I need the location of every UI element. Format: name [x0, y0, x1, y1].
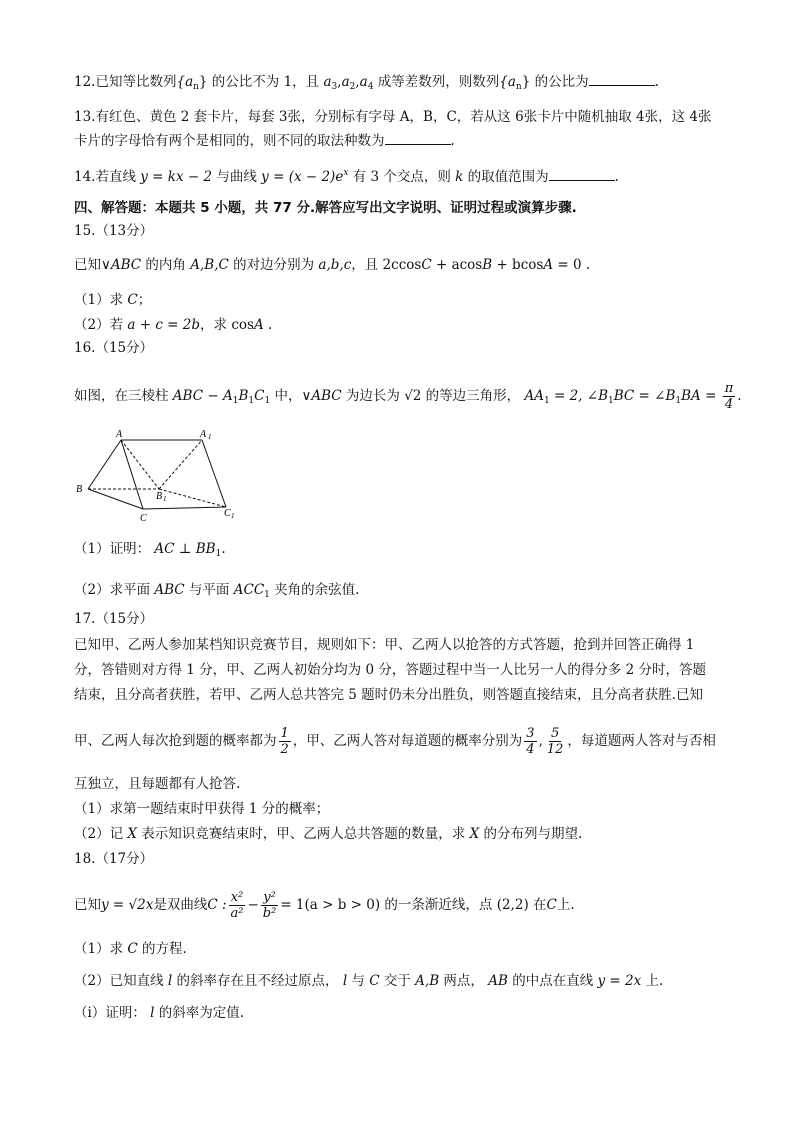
q16-part-1: （1）证明： AC ⊥ $BB_1$.	[74, 541, 226, 559]
q16-t5: 中，∨	[270, 388, 312, 404]
q17-line-2: 分，答错则对方得 1 分，甲、乙两人初始分均为 0 分，答题过程中当一人比另一人的得分多 2 分时，答题	[74, 662, 707, 678]
q15-p1-t3: ；	[137, 292, 152, 308]
frac-den: 2	[280, 741, 289, 757]
q18-p3-t2: l	[150, 1005, 155, 1021]
q12-term-a3: a	[323, 74, 332, 90]
q12-answer-blank[interactable]	[589, 73, 655, 86]
frac-x2-a2	[229, 890, 246, 921]
q15-t7: ，且 2ccos	[351, 257, 422, 273]
q15-header: 15.（13分）	[74, 223, 154, 239]
q16-t6: ABC	[311, 388, 342, 404]
q16-t4: C	[254, 388, 265, 404]
q18-p2-t6: C	[369, 973, 380, 989]
q15-t1: 已知∨	[74, 257, 111, 273]
q15-t8: C	[421, 257, 432, 273]
q17-part-2	[74, 825, 582, 843]
frac-num: π	[724, 381, 734, 396]
frac-den: b²	[262, 905, 277, 921]
q12-sequence: {a	[176, 74, 194, 90]
label-C1-sub: 1	[231, 512, 235, 520]
q15-part-2	[74, 316, 272, 334]
q13-line-1: 13.有红色、黄色 2 套卡片，每套 3张，分别标有字母 A，B，C，若从这 6张卡片中随机抽取 4张，这 4张	[74, 109, 712, 125]
q18-p3-t1: （i）证明：	[74, 1005, 151, 1021]
q18-t5: = 1(a > b > 0) 的一条渐近线，点 (2,2) 在	[280, 897, 547, 913]
q15-p2-t3: ，求 cos	[200, 317, 254, 333]
q14-line: 14.若直线 y = kx − 2 与曲线 $y = (x - 2)e^x$ 有 3 个交点，则 k 的取值范围为 .	[74, 168, 619, 185]
q18-p2-t13: 上.	[641, 973, 664, 989]
q16-p1-t1: （1）证明：	[74, 541, 155, 557]
label-A1: A	[200, 429, 207, 440]
q14-text-2: 与曲线	[212, 169, 262, 185]
edge-B1C1	[159, 489, 226, 507]
frac-three-fourths	[524, 726, 536, 757]
q14-line-eq: y = kx − 2	[140, 169, 213, 185]
q16-t1: 如图，在三棱柱	[74, 388, 173, 404]
label-A1-sub: 1	[208, 433, 212, 441]
frac-num: 1	[280, 725, 289, 741]
q12-text-4: 的公比为	[530, 74, 589, 90]
q16-p2-t1: （2）求平面	[74, 582, 155, 598]
q18-t3: 是双曲线	[153, 897, 208, 913]
q12-line: 12.已知等比数列$\{a_n\}$ 的公比不为 1，且 $a_3,a_2,a_4$ 成等差数列，则数列$\{a_n\}$ 的公比为 .	[74, 74, 659, 92]
q17-p2-t4: X	[469, 826, 480, 842]
q15-t6: a,b,c	[318, 257, 352, 273]
q17-l4-t1: 甲、乙两人每次抢到题的概率都为	[74, 733, 277, 749]
frac-den: 4	[526, 741, 535, 757]
q18-part-2	[74, 972, 663, 990]
frac-five-twelfths	[545, 726, 566, 757]
q18-p1-t1: （1）求	[74, 941, 128, 957]
q17-l4-t3: ，每道题两人答对与否相	[567, 733, 716, 749]
q16-t2: ABC − A	[172, 388, 233, 404]
q18-t1: 已知	[74, 897, 101, 913]
q18-p2-t9: 两点，	[439, 973, 489, 989]
q13-answer-blank[interactable]	[385, 132, 451, 145]
frac-num: 5	[550, 725, 560, 741]
q15-p2-t1: （2）若	[74, 317, 128, 333]
edge-AC	[121, 440, 143, 509]
q12-text-2: } 的公比不为 1，且	[198, 74, 324, 90]
q15-p2-t5: .	[263, 317, 273, 333]
q18-part-2-i	[74, 1004, 244, 1022]
frac-num: 3	[526, 725, 535, 741]
q15-t2: ABC	[110, 257, 142, 273]
q15-t9: + acos	[431, 257, 483, 273]
q16-t3: B	[238, 388, 249, 404]
q18-minus: −	[247, 897, 259, 913]
q16-p2-t2: ABC	[154, 582, 185, 598]
q15-part-1	[74, 291, 151, 309]
section-4-heading: 四、解答题：本题共 5 小题，共 77 分.解答应写出文字说明、证明过程或演算步骤.	[74, 200, 577, 216]
q18-p2-t5: 与	[347, 973, 370, 989]
q18-p2-t11: 的中点在直线	[507, 973, 598, 989]
q12-text-3: 成等差数列，则数列	[373, 74, 500, 90]
q13-line-2	[74, 132, 455, 150]
q18-p2-t3: 的斜率存在且不经过原点，	[172, 973, 343, 989]
q15-p2-t4: A	[253, 317, 264, 333]
q17-p2-t1: （2）记	[74, 826, 128, 842]
q18-p2-t10: AB	[488, 973, 508, 989]
q15-p1-t2: C	[127, 292, 138, 308]
frac-den: 4	[724, 397, 734, 412]
q16-stem: 如图，在三棱柱 ABC − $A_1B_1C_1$ 中，∨ABC 为边长为 √2 的等边三角形， $AA_1 = 2$, $\angle B_1BC$ = $\angle B_1BA$ = $\frac{\pi}{4}$ .	[74, 381, 742, 412]
q16-dot: .	[737, 388, 742, 404]
edge-CC1	[143, 507, 226, 509]
q18-p2-t2: l	[167, 973, 173, 989]
label-C: C	[140, 513, 147, 524]
q17-line-5: 互独立，且每题都有人抢答.	[74, 776, 241, 792]
q14-curve-eq: y = (x − 2)e	[261, 169, 344, 185]
frac-den: 12	[546, 741, 564, 757]
q14-answer-blank[interactable]	[549, 168, 615, 181]
q16-p2-t4: ACC	[233, 582, 265, 598]
q17-part-1: （1）求第一题结束时甲获得 1 分的概率；	[74, 801, 330, 817]
q14-text: 14.若直线	[74, 169, 141, 185]
q16-t9: = 2, ∠B	[549, 388, 609, 404]
q18-p1-t3: 的方程.	[137, 941, 187, 957]
q13-end: .	[450, 133, 455, 149]
frac-y2-b2	[261, 890, 279, 921]
q18-p2-t12: y = 2x	[597, 973, 642, 989]
q15-t12: A	[543, 257, 554, 273]
frac-num: x²	[230, 889, 244, 905]
q18-p2-t7: 交于	[379, 973, 416, 989]
pi-over-4	[723, 381, 736, 412]
q14-end: .	[614, 169, 619, 185]
q15-t10: B	[482, 257, 493, 273]
q17-line-1: 已知甲、乙两人参加某档知识竞赛节目，规则如下：甲、乙两人以抢答的方式答题，抢到并回答正确得 1	[74, 637, 695, 653]
label-B1-sub: 1	[163, 495, 167, 503]
q18-p2-t8: A,B	[415, 973, 440, 989]
q17-line-3: 结束，且分高者获胜，若甲、乙两人总共答完 5 题时仍未分出胜负，则答题直接结束，且分高者获胜.已知	[74, 687, 703, 703]
label-C1: C	[224, 508, 231, 519]
q14-text-3: 有 3 个交点，则	[348, 169, 456, 185]
q15-t13: = 0 .	[553, 257, 591, 273]
q16-p2-t3: 与平面	[184, 582, 234, 598]
q18-stem	[74, 885, 575, 925]
q18-t2: y = √2x	[101, 897, 154, 913]
q16-t7: 为边长为 √2 的等边三角形，	[341, 388, 525, 404]
q18-p3-t3: 的斜率为定值.	[154, 1005, 245, 1021]
q17-line-4: 甲、乙两人每次抢到题的概率都为 $\frac{1}{2}$ ，甲、乙两人答对每道题的概率分别为 $\frac{3}{4}$ , $\frac{5}{12}$ ，每道题两人答对与否相	[74, 725, 716, 757]
q18-p2-t4: l	[342, 973, 348, 989]
q15-p1-t1: （1）求	[74, 292, 128, 308]
q15-stem	[74, 256, 590, 274]
q16-t11: BA =	[681, 388, 721, 404]
q16-p2-t5: 夹角的余弦值.	[269, 582, 360, 598]
q17-p2-t3: 表示知识竞赛结束时，甲、乙两人总共答题的数量，求	[137, 826, 470, 842]
q14-k: k	[455, 169, 464, 185]
label-B1: B	[156, 491, 163, 502]
q16-part-2: （2）求平面 ABC 与平面 $ACC_1$ 夹角的余弦值.	[74, 582, 360, 600]
frac-den: a²	[230, 905, 244, 921]
edge-B1A1	[159, 440, 202, 489]
q18-t6: C	[546, 897, 557, 913]
label-B: B	[76, 484, 83, 495]
q16-p1-t3: .	[221, 541, 226, 557]
q18-p1-t2: C	[127, 941, 138, 957]
frac-num: y²	[263, 889, 276, 905]
q12-end: .	[654, 74, 659, 90]
q18-p2-t1: （2）已知直线	[74, 973, 168, 989]
q15-t5: 的对边分别为	[228, 257, 319, 273]
edge-AB1	[121, 440, 159, 489]
q17-l4-t2: ，甲、乙两人答对每道题的概率分别为	[292, 733, 523, 749]
q13-text: 卡片的字母恰有两个是相同的，则不同的取法种数为	[74, 133, 385, 149]
edge-BC	[88, 489, 143, 509]
q18-t7: 上.	[556, 897, 575, 913]
q16-p1-t2: AC ⊥ BB	[154, 541, 216, 557]
q18-header: 18.（17分）	[74, 851, 154, 867]
q15-p2-t2: a + c = 2b	[127, 317, 201, 333]
frac-one-half	[279, 726, 291, 757]
label-A: A	[116, 429, 123, 440]
q16-t8: AA	[524, 388, 544, 404]
q14-text-4: 的取值范围为	[463, 169, 549, 185]
q17-p2-t5: 的分布列与期望.	[479, 826, 583, 842]
q18-t4: C :	[207, 897, 227, 913]
q17-p2-t2: X	[127, 826, 138, 842]
prism-figure	[70, 420, 245, 525]
q12-text: 12.已知等比数列	[74, 74, 177, 90]
q18-part-1	[74, 940, 187, 958]
q16-header: 16.（15分）	[74, 340, 154, 356]
q15-t4: A,B,C	[190, 257, 229, 273]
q15-t11: + bcos	[492, 257, 544, 273]
q17-header: 17.（15分）	[74, 611, 154, 627]
q16-t10: BC = ∠B	[613, 388, 676, 404]
q15-t3: 的内角	[141, 257, 191, 273]
edge-AB	[88, 440, 121, 489]
edge-A1C1	[202, 440, 226, 507]
